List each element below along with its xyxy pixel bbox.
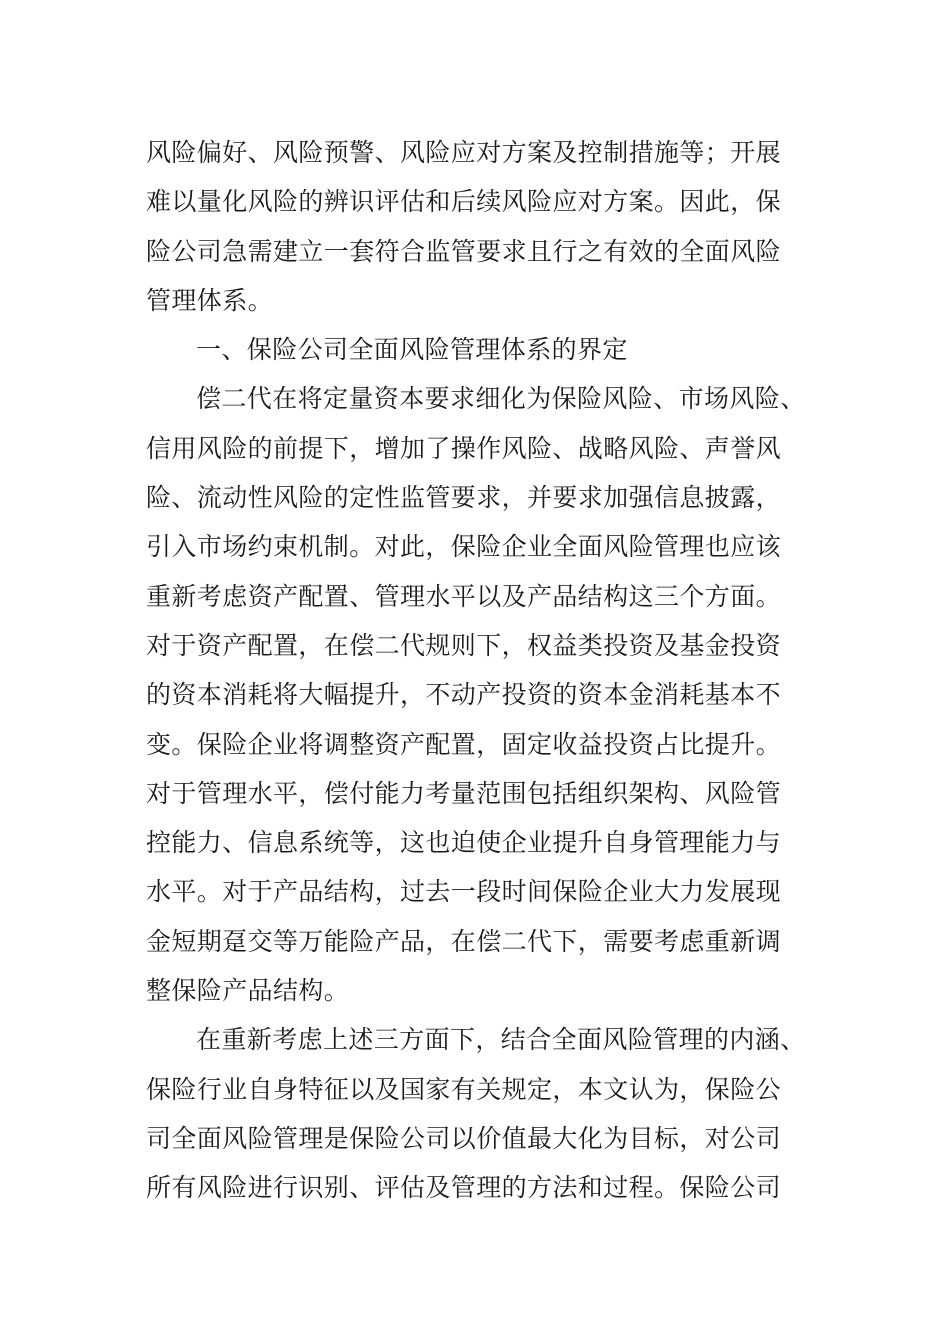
- document-body: [146, 128, 806, 1213]
- section-heading: 一、保险公司全面风险管理体系的界定: [196, 335, 628, 365]
- text-line: 对于资产配置，在偿二代规则下，权益类投资及基金投资: [146, 630, 782, 660]
- text-line: 水平。对于产品结构，过去一段时间保险企业大力发展现: [146, 877, 782, 907]
- text-line: 引入市场约束机制。对此，保险企业全面风险管理也应该: [146, 532, 782, 562]
- text-line: 所有风险进行识别、评估及管理的方法和过程。保险公司: [146, 1173, 782, 1203]
- text-line: 管理体系。: [146, 285, 274, 315]
- text-line: 险公司急需建立一套符合监管要求且行之有效的全面风险: [146, 236, 782, 266]
- text-line: 对于管理水平，偿付能力考量范围包括组织架构、风险管: [146, 778, 782, 808]
- text-line: 信用风险的前提下，增加了操作风险、战略风险、声誉风: [146, 433, 782, 463]
- text-line: 风险偏好、风险预警、风险应对方案及控制措施等；开展: [146, 138, 782, 167]
- text-line: 偿二代在将定量资本要求细化为保险风险、市场风险、: [196, 384, 806, 414]
- text-line: 重新考虑资产配置、管理水平以及产品结构这三个方面。: [146, 581, 782, 611]
- text-line: 难以量化风险的辨识评估和后续风险应对方案。因此，保: [146, 187, 782, 217]
- text-line: 的资本消耗将大幅提升，不动产投资的资本金消耗基本不: [146, 680, 782, 710]
- text-line: 金短期趸交等万能险产品，在偿二代下，需要考虑重新调: [146, 926, 782, 956]
- text-line: 司全面风险管理是保险公司以价值最大化为目标，对公司: [146, 1123, 782, 1153]
- text-line: 保险行业自身特征以及国家有关规定，本文认为，保险公: [146, 1074, 782, 1104]
- text-line: 变。保险企业将调整资产配置，固定收益投资占比提升。: [146, 729, 782, 759]
- text-line: 整保险产品结构。: [146, 976, 350, 1006]
- text-line: 在重新考虑上述三方面下，结合全面风险管理的内涵、: [196, 1025, 806, 1055]
- text-line: 险、流动性风险的定性监管要求，并要求加强信息披露，: [146, 483, 782, 513]
- text-line: 控能力、信息系统等，这也迫使企业提升自身管理能力与: [146, 828, 782, 858]
